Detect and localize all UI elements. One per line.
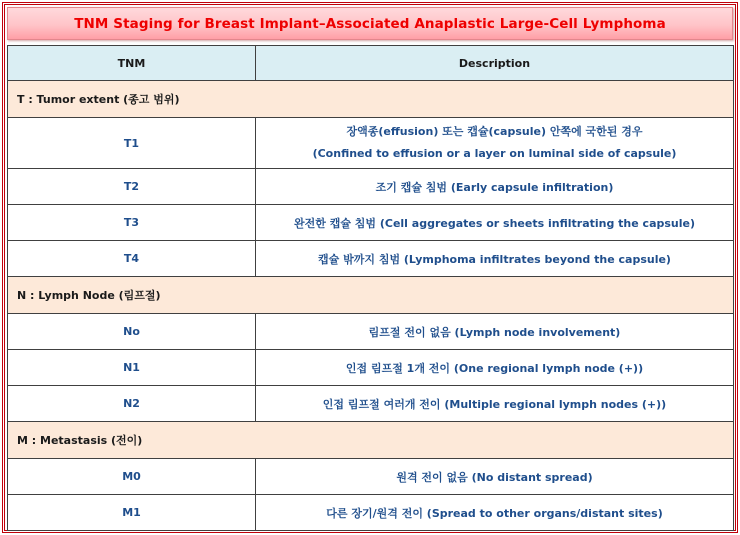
stage-description: 림프절 전이 없음 (Lymph node involvement): [256, 314, 734, 350]
stage-code: M0: [8, 459, 256, 495]
stage-code: No: [8, 314, 256, 350]
table-row-t3: [8, 205, 734, 241]
title-banner: [7, 7, 733, 40]
section-row-tumor: [8, 81, 734, 118]
section-label: T : Tumor extent (종고 범위): [8, 81, 734, 118]
table-header-row: [8, 46, 734, 81]
stage-description: 원격 전이 없음 (No distant spread): [256, 459, 734, 495]
stage-description: 조기 캡슐 침범 (Early capsule infiltration): [256, 169, 734, 205]
stage-code: T4: [8, 241, 256, 277]
stage-description: 인접 림프절 1개 전이 (One regional lymph node (+)): [256, 350, 734, 386]
stage-description: 완전한 캡슐 침범 (Cell aggregates or sheets infiltrating the capsule): [256, 205, 734, 241]
section-label: M : Metastasis (전이): [8, 422, 734, 459]
column-header-description: Description: [256, 46, 734, 81]
table-row-n0: [8, 314, 734, 350]
page-title: TNM Staging for Breast Implant–Associated Anaplastic Large-Cell Lymphoma: [74, 15, 666, 32]
tnm-staging-table: [7, 45, 734, 531]
stage-description: [256, 118, 734, 169]
table-row-n1: [8, 350, 734, 386]
stage-code: M1: [8, 495, 256, 531]
section-row-metastasis: [8, 422, 734, 459]
section-label: N : Lymph Node (림프절): [8, 277, 734, 314]
stage-description: 다른 장기/원격 전이 (Spread to other organs/distant sites): [256, 495, 734, 531]
stage-description: 캡슐 밖까지 침범 (Lymphoma infiltrates beyond the capsule): [256, 241, 734, 277]
description-english: (Confined to effusion or a layer on luminal side of capsule): [312, 147, 677, 160]
table-row-t2: [8, 169, 734, 205]
table-row-n2: [8, 386, 734, 422]
stage-description: 인접 림프절 여러개 전이 (Multiple regional lymph nodes (+)): [256, 386, 734, 422]
table-row-m0: [8, 459, 734, 495]
stage-code: N1: [8, 350, 256, 386]
stage-code: N2: [8, 386, 256, 422]
stage-code: T1: [8, 118, 256, 169]
description-korean: 장액종(effusion) 또는 캡슐(capsule) 안쪽에 국한된 경우: [346, 125, 643, 138]
stage-code: T3: [8, 205, 256, 241]
column-header-tnm: TNM: [8, 46, 256, 81]
table-row-m1: [8, 495, 734, 531]
stage-code: T2: [8, 169, 256, 205]
section-row-lymph-node: [8, 277, 734, 314]
table-row-t4: [8, 241, 734, 277]
table-row-t1: [8, 118, 734, 169]
